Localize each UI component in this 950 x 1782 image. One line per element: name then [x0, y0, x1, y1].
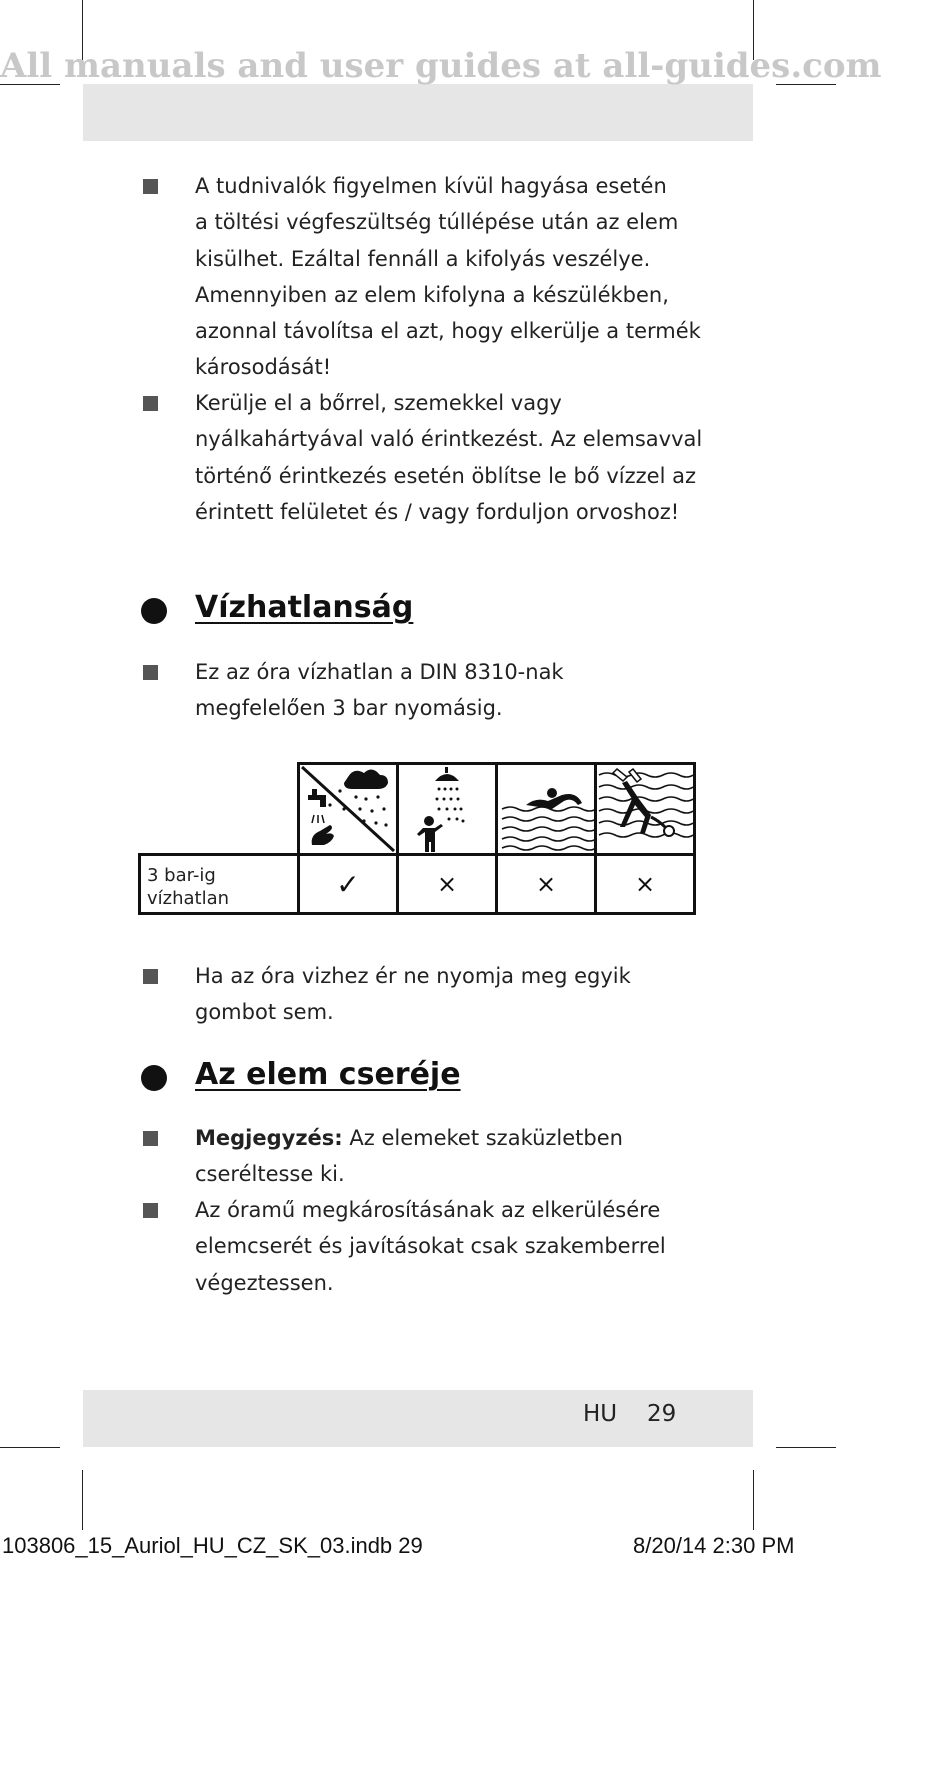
crop-mark — [82, 1470, 83, 1530]
text-line: A tudnivalók figyelmen kívül hagyása esetén — [195, 174, 667, 198]
text-line: Az óramű megkárosításának az elkerülésére — [195, 1198, 661, 1222]
text-line — [195, 1120, 715, 1156]
text-line: történő érintkezés esetén öblítse le bő vízzel az — [195, 463, 696, 488]
bullet-square — [143, 396, 158, 411]
text-line: cseréltesse ki. — [195, 1162, 345, 1187]
paragraph — [195, 1120, 715, 1193]
text-line: károsodását! — [195, 355, 332, 380]
mark-cell — [396, 853, 498, 915]
note-label: Megjegyzés: — [195, 1126, 343, 1150]
cross-icon: × — [634, 870, 656, 898]
text-line: Kerülje el a bőrrel, szemekkel vagy — [195, 391, 562, 415]
text-line: nyálkahártyával való érintkezést. Az elemsavval — [195, 427, 703, 452]
bullet-square — [143, 969, 158, 984]
text-line: érintett felületet és / vagy forduljon orvoshoz! — [195, 499, 680, 524]
cross-icon: × — [436, 870, 458, 898]
shower-icon — [396, 762, 498, 856]
mark-cell — [297, 853, 399, 915]
rain-splash-icon — [297, 762, 399, 856]
print-slug-file: 103806_15_Auriol_HU_CZ_SK_03.indb 29 — [2, 1533, 423, 1558]
diving-icon — [594, 762, 696, 856]
mark-cell — [594, 853, 696, 915]
watermark: All manuals and user guides at all-guides.com — [0, 46, 882, 86]
text-line: Ha az óra vizhez ér ne nyomja meg egyik — [195, 964, 631, 988]
text-line: végeztessen. — [195, 1270, 334, 1295]
paragraph — [195, 654, 715, 727]
row-label-line1: 3 bar-ig — [147, 865, 216, 886]
check-icon: ✓ — [336, 867, 360, 901]
mark-cell — [495, 853, 597, 915]
header-band — [83, 84, 753, 141]
paragraph — [195, 385, 715, 530]
text-line: Amennyiben az elem kifolyna a készülékben, — [195, 282, 669, 307]
bullet-square — [143, 1131, 158, 1146]
section-bullet — [141, 598, 167, 624]
paragraph — [195, 168, 715, 386]
crop-mark — [753, 1470, 754, 1530]
page-number: 29 — [647, 1401, 677, 1427]
swimming-icon — [495, 762, 597, 856]
paragraph — [195, 1192, 715, 1301]
bullet-square — [143, 179, 158, 194]
bullet-square — [143, 665, 158, 680]
text-line: kisülhet. Ezáltal fennáll a kifolyás veszélye. — [195, 246, 651, 271]
row-label — [138, 853, 300, 915]
footer-language: HU — [583, 1401, 618, 1427]
section-heading-water: Vízhatlanság — [195, 590, 414, 625]
text-line: gombot sem. — [195, 1000, 334, 1025]
section-heading-battery: Az elem cseréje — [195, 1057, 461, 1092]
text-line: elemcserét és javításokat csak szakemberrel — [195, 1234, 666, 1259]
paragraph — [195, 958, 715, 1031]
text-line: Ez az óra vízhatlan a DIN 8310-nak — [195, 660, 564, 684]
text-line: megfelelően 3 bar nyomásig. — [195, 696, 503, 721]
row-label-line2: vízhatlan — [147, 888, 230, 909]
crop-mark — [776, 1447, 836, 1448]
section-bullet — [141, 1065, 167, 1091]
crop-mark — [0, 1447, 60, 1448]
print-slug-datetime: 8/20/14 2:30 PM — [633, 1533, 795, 1558]
bullet-square — [143, 1203, 158, 1218]
cross-icon: × — [535, 870, 557, 898]
text-line: a töltési végfeszültség túllépése után az elem — [195, 210, 679, 235]
note-text: Az elemeket szaküzletben — [342, 1126, 623, 1150]
text-line: azonnal távolítsa el azt, hogy elkerülje a termék — [195, 319, 701, 344]
